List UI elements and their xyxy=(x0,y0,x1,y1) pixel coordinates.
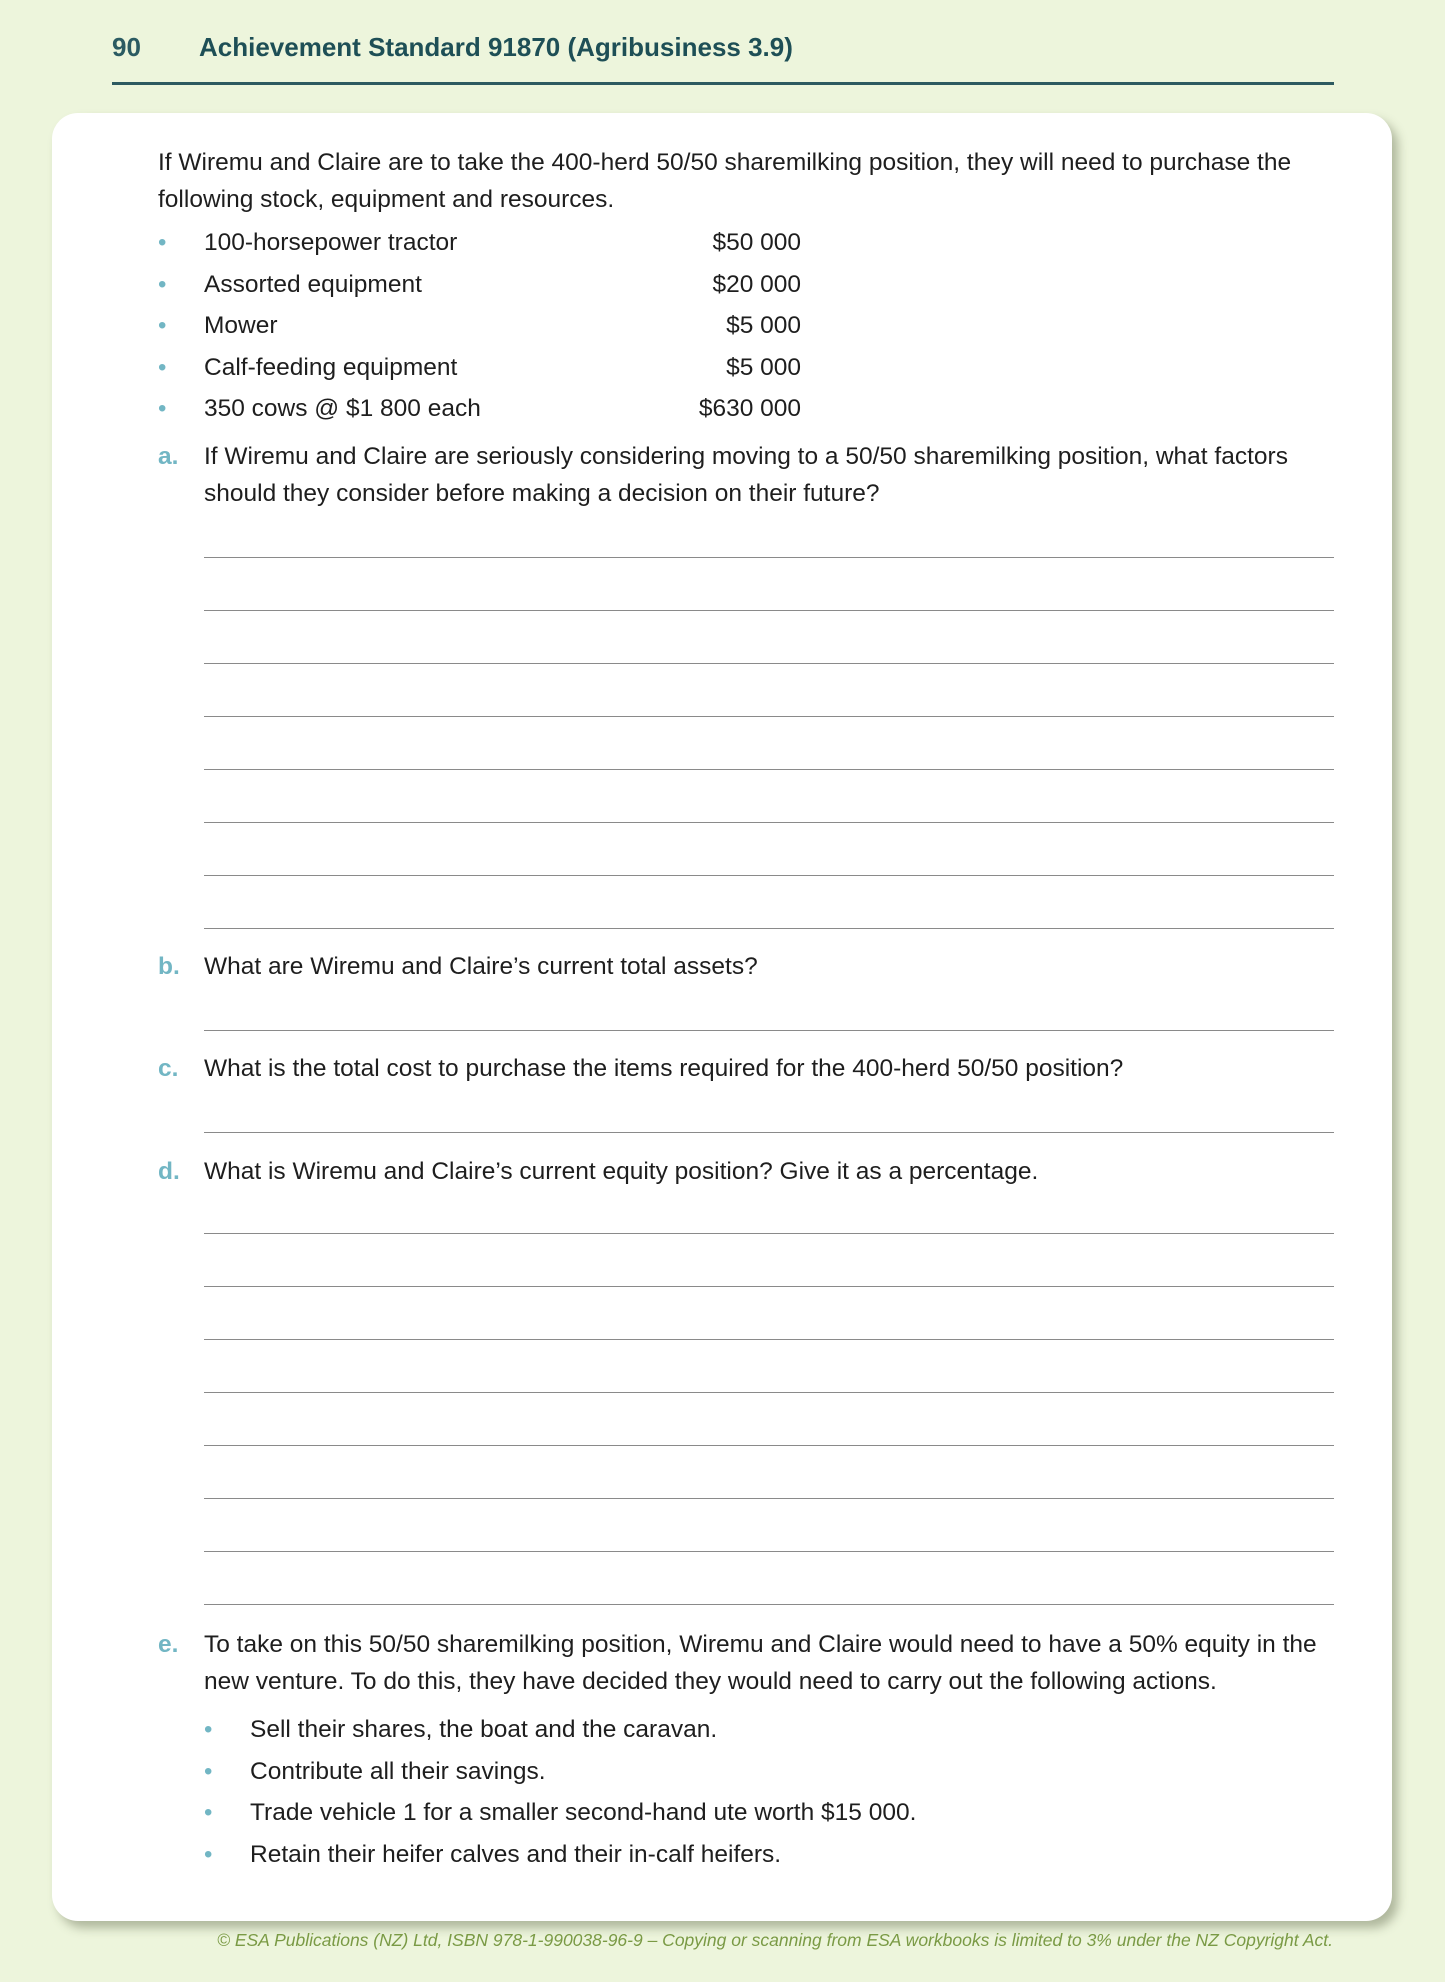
bullet-icon: • xyxy=(158,312,167,339)
answer-line[interactable] xyxy=(204,1030,1334,1031)
bullet-icon: • xyxy=(204,1799,213,1826)
question-e xyxy=(158,1626,1358,1706)
action-text: Retain their heifer calves and their in-calf heifers. xyxy=(250,1840,782,1868)
bullet-icon: • xyxy=(204,1840,213,1868)
answer-line[interactable] xyxy=(204,1498,1334,1499)
answer-line[interactable] xyxy=(204,557,1334,558)
page-title: Achievement Standard 91870 (Agribusiness 3.9) xyxy=(199,32,793,62)
answer-line[interactable] xyxy=(204,875,1334,876)
question-text: To take on this 50/50 sharemilking position, Wiremu and Claire would need to have a 50% equity in the new venture. To do this, they have decided they would need to carry out the following actions. xyxy=(204,1631,1317,1695)
bullet-icon: • xyxy=(204,1757,213,1785)
intro-paragraph: If Wiremu and Claire are to take the 400-herd 50/50 sharemilking position, they will need to purchase the following stock, equipment and resources. xyxy=(158,149,1292,213)
question-text: What is Wiremu and Claire’s current equity position? Give it as a percentage. xyxy=(204,1158,1039,1185)
bullet-icon: • xyxy=(158,353,167,381)
answer-line[interactable] xyxy=(204,1132,1334,1133)
answer-line[interactable] xyxy=(204,1392,1334,1393)
question-letter: b. xyxy=(158,953,180,980)
item-amount: $5 000 xyxy=(726,312,801,339)
answer-line[interactable] xyxy=(204,769,1334,770)
action-text: Trade vehicle 1 for a smaller second-hand ute worth $15 000. xyxy=(250,1799,917,1826)
item-amount: $20 000 xyxy=(712,270,801,298)
bullet-icon: • xyxy=(158,270,167,298)
answer-line[interactable] xyxy=(204,928,1334,929)
item-label: 100-horsepower tractor xyxy=(204,229,458,256)
action-text: Sell their shares, the boat and the caravan. xyxy=(250,1716,718,1743)
answer-line[interactable] xyxy=(204,1604,1334,1605)
question-letter: d. xyxy=(158,1158,180,1185)
answer-line[interactable] xyxy=(204,822,1334,823)
item-label: 350 cows @ $1 800 each xyxy=(204,395,481,422)
question-c xyxy=(158,1050,1358,1090)
question-b xyxy=(158,948,1358,988)
answer-line[interactable] xyxy=(204,1233,1334,1234)
item-label: Mower xyxy=(204,312,278,339)
question-text: What is the total cost to purchase the items required for the 400-herd 50/50 position? xyxy=(204,1055,1124,1082)
question-text: If Wiremu and Claire are seriously considering moving to a 50/50 sharemilking position, what factors should they consider before making a decision on their future? xyxy=(204,443,1288,507)
item-label: Assorted equipment xyxy=(204,270,422,298)
question-d xyxy=(158,1153,1358,1193)
page-header xyxy=(112,30,1334,85)
page-number: 90 xyxy=(112,32,141,62)
item-amount: $5 000 xyxy=(726,353,801,381)
question-letter: a. xyxy=(158,443,179,470)
copyright-footer: © ESA Publications (NZ) Ltd, ISBN 978-1-990038-96-9 – Copying or scanning from ESA workbooks is limited to 3% under the NZ Copyright Act. xyxy=(217,1930,1333,1950)
question-a xyxy=(158,438,1358,518)
question-letter: c. xyxy=(158,1055,179,1082)
question-letter: e. xyxy=(158,1631,179,1658)
bullet-icon: • xyxy=(158,395,167,422)
answer-line[interactable] xyxy=(204,1551,1334,1552)
action-text: Contribute all their savings. xyxy=(250,1757,546,1785)
answer-line[interactable] xyxy=(204,1339,1334,1340)
item-amount: $50 000 xyxy=(712,229,801,256)
answer-line[interactable] xyxy=(204,716,1334,717)
bullet-icon: • xyxy=(158,229,167,256)
item-label: Calf-feeding equipment xyxy=(204,353,458,381)
item-amount: $630 000 xyxy=(698,395,801,422)
bullet-icon: • xyxy=(204,1716,213,1743)
answer-line[interactable] xyxy=(204,610,1334,611)
answer-line[interactable] xyxy=(204,663,1334,664)
answer-line[interactable] xyxy=(204,1286,1334,1287)
answer-line[interactable] xyxy=(204,1445,1334,1446)
question-text: What are Wiremu and Claire’s current total assets? xyxy=(204,953,758,980)
